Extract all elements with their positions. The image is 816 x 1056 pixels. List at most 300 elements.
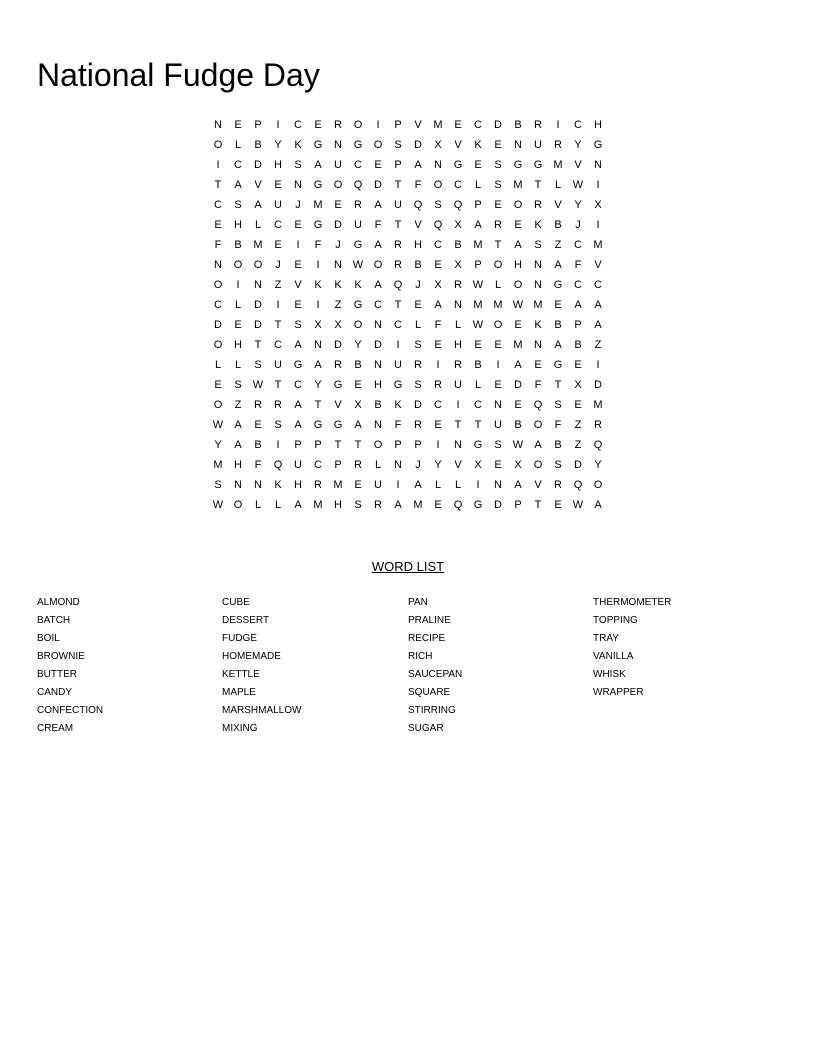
grid-letter: C — [214, 299, 222, 311]
grid-letter: P — [394, 159, 402, 171]
grid-letter: O — [493, 259, 503, 271]
grid-letter: N — [254, 279, 262, 291]
word-list-item: RECIPE — [408, 633, 446, 644]
word-list-item: CANDY — [37, 687, 73, 698]
grid-letter: O — [373, 439, 383, 451]
grid-letter: R — [494, 219, 502, 231]
grid-letter: E — [214, 219, 222, 231]
grid-letter: S — [294, 319, 302, 331]
grid-letter: E — [554, 499, 562, 511]
grid-letter: F — [314, 239, 322, 251]
grid-letter: D — [414, 139, 422, 151]
grid-letter: S — [274, 419, 282, 431]
grid-letter: P — [394, 119, 402, 131]
grid-letter: R — [554, 479, 562, 491]
grid-letter: N — [374, 419, 382, 431]
word-list-item: KETTLE — [222, 669, 260, 680]
grid-letter: I — [596, 179, 600, 191]
grid-letter: N — [214, 119, 222, 131]
grid-letter: T — [454, 419, 462, 431]
grid-letter: A — [554, 339, 562, 351]
grid-letter: H — [274, 159, 282, 171]
grid-letter: D — [574, 459, 582, 471]
grid-letter: G — [293, 359, 303, 371]
word-list-item: STIRRING — [408, 705, 456, 716]
grid-letter: S — [234, 199, 242, 211]
grid-letter: N — [494, 399, 502, 411]
grid-letter: I — [216, 159, 220, 171]
grid-letter: F — [534, 379, 542, 391]
grid-letter: L — [254, 499, 262, 511]
grid-letter: D — [514, 379, 522, 391]
grid-letter: Z — [554, 239, 562, 251]
grid-letter: E — [494, 339, 502, 351]
grid-letter: E — [334, 199, 342, 211]
grid-letter: Q — [353, 179, 363, 191]
grid-letter: V — [454, 139, 462, 151]
grid-letter: X — [514, 459, 522, 471]
grid-letter: R — [334, 119, 342, 131]
word-list-item: FUDGE — [222, 633, 257, 644]
grid-letter: L — [254, 219, 262, 231]
grid-letter: Z — [574, 439, 582, 451]
grid-letter: H — [294, 479, 302, 491]
grid-letter: K — [534, 319, 542, 331]
grid-letter: T — [314, 399, 322, 411]
grid-letter: P — [574, 319, 582, 331]
grid-letter: A — [374, 199, 382, 211]
grid-letter: X — [454, 259, 462, 271]
grid-letter: L — [434, 479, 442, 491]
grid-letter: B — [554, 219, 562, 231]
grid-letter: D — [374, 179, 382, 191]
grid-letter: I — [556, 119, 560, 131]
grid-letter: C — [474, 119, 482, 131]
grid-letter: E — [514, 219, 522, 231]
grid-letter: O — [213, 339, 223, 351]
grid-letter: G — [353, 299, 363, 311]
page-title: National Fudge Day — [37, 57, 320, 94]
grid-letter: T — [394, 179, 402, 191]
word-list-item: BUTTER — [37, 669, 77, 680]
grid-letter: N — [334, 259, 342, 271]
grid-letter: A — [294, 499, 302, 511]
grid-letter: E — [474, 339, 482, 351]
grid-letter: E — [214, 379, 222, 391]
grid-letter: Z — [234, 399, 242, 411]
grid-letter: K — [274, 479, 282, 491]
grid-letter: P — [294, 439, 302, 451]
grid-letter: V — [334, 399, 342, 411]
grid-letter: G — [533, 159, 543, 171]
grid-letter: I — [436, 359, 440, 371]
grid-letter: H — [414, 239, 422, 251]
grid-letter: A — [534, 439, 542, 451]
grid-letter: S — [434, 199, 442, 211]
grid-letter: Q — [393, 279, 403, 291]
grid-letter: L — [454, 319, 462, 331]
grid-letter: N — [294, 179, 302, 191]
grid-letter: A — [434, 299, 442, 311]
grid-letter: T — [534, 179, 542, 191]
grid-letter: B — [234, 239, 242, 251]
grid-letter: R — [314, 479, 322, 491]
grid-letter: Y — [274, 139, 282, 151]
grid-letter: B — [554, 439, 562, 451]
grid-letter: E — [294, 259, 302, 271]
grid-letter: V — [454, 459, 462, 471]
grid-letter: N — [454, 439, 462, 451]
grid-letter: V — [254, 179, 262, 191]
grid-letter: F — [374, 219, 382, 231]
grid-letter: M — [593, 239, 603, 251]
grid-letter: G — [473, 439, 483, 451]
grid-letter: X — [474, 459, 482, 471]
grid-letter: R — [434, 379, 442, 391]
grid-letter: N — [534, 339, 542, 351]
grid-letter: O — [333, 179, 343, 191]
grid-letter: C — [574, 239, 582, 251]
grid-letter: Q — [533, 399, 543, 411]
grid-letter: R — [354, 459, 362, 471]
word-list-item: PAN — [408, 597, 428, 608]
grid-letter: Y — [214, 439, 222, 451]
grid-letter: O — [533, 459, 543, 471]
grid-letter: B — [474, 359, 482, 371]
grid-letter: L — [454, 479, 462, 491]
grid-letter: C — [574, 279, 582, 291]
grid-letter: B — [414, 259, 422, 271]
word-list-heading: WORD LIST — [371, 559, 445, 574]
grid-letter: E — [454, 119, 462, 131]
grid-letter: O — [233, 499, 243, 511]
word-list-item: CONFECTION — [37, 705, 104, 716]
word-list-item: WRAPPER — [593, 687, 644, 698]
grid-letter: E — [574, 359, 582, 371]
grid-letter: U — [394, 199, 402, 211]
grid-letter: L — [234, 299, 242, 311]
grid-letter: T — [474, 419, 482, 431]
grid-letter: E — [274, 239, 282, 251]
grid-letter: N — [394, 459, 402, 471]
grid-letter: I — [596, 359, 600, 371]
grid-letter: C — [394, 319, 402, 331]
grid-letter: O — [213, 279, 223, 291]
grid-letter: T — [394, 299, 402, 311]
grid-letter: A — [474, 219, 482, 231]
grid-letter: L — [234, 359, 242, 371]
grid-letter: J — [575, 219, 581, 231]
grid-letter: A — [294, 339, 302, 351]
grid-letter: X — [434, 279, 442, 291]
grid-letter: Q — [273, 459, 283, 471]
grid-letter: E — [574, 399, 582, 411]
grid-letter: N — [334, 139, 342, 151]
grid-letter: G — [553, 279, 563, 291]
grid-letter: U — [294, 459, 302, 471]
grid-letter: H — [234, 459, 242, 471]
grid-letter: L — [494, 279, 502, 291]
word-list-item: ALMOND — [37, 597, 80, 608]
grid-letter: P — [474, 259, 482, 271]
grid-letter: W — [472, 279, 484, 291]
grid-letter: E — [434, 419, 442, 431]
grid-letter: A — [294, 419, 302, 431]
grid-letter: V — [414, 119, 422, 131]
grid-letter: E — [494, 379, 502, 391]
grid-letter: W — [212, 499, 224, 511]
grid-letter: I — [276, 439, 280, 451]
grid-letter: Z — [574, 419, 582, 431]
grid-letter: B — [374, 399, 382, 411]
grid-letter: D — [334, 219, 342, 231]
grid-letter: S — [554, 399, 562, 411]
word-list-item: DESSERT — [222, 615, 270, 626]
grid-letter: O — [373, 139, 383, 151]
grid-letter: N — [214, 259, 222, 271]
grid-letter: C — [594, 279, 602, 291]
grid-letter: A — [514, 359, 522, 371]
grid-letter: F — [414, 179, 422, 191]
grid-letter: A — [354, 419, 362, 431]
grid-letter: E — [434, 259, 442, 271]
grid-letter: B — [354, 359, 362, 371]
grid-letter: J — [415, 279, 421, 291]
grid-letter: M — [333, 479, 343, 491]
grid-letter: B — [514, 419, 522, 431]
grid-letter: W — [572, 499, 584, 511]
grid-letter: A — [234, 179, 242, 191]
grid-letter: L — [374, 459, 382, 471]
grid-letter: O — [213, 139, 223, 151]
grid-letter: Q — [453, 199, 463, 211]
grid-letter: E — [514, 319, 522, 331]
grid-letter: G — [333, 379, 343, 391]
grid-letter: M — [553, 159, 563, 171]
grid-letter: E — [234, 119, 242, 131]
grid-letter: C — [434, 239, 442, 251]
grid-letter: B — [454, 239, 462, 251]
word-list-item: SAUCEPAN — [408, 669, 463, 680]
grid-letter: E — [414, 299, 422, 311]
grid-letter: Y — [574, 199, 582, 211]
grid-letter: O — [533, 419, 543, 431]
grid-letter: C — [374, 299, 382, 311]
word-list-item: WHISK — [593, 669, 626, 680]
word-list-item: TRAY — [593, 633, 619, 644]
grid-letter: R — [414, 419, 422, 431]
grid-letter: N — [254, 479, 262, 491]
grid-letter: U — [494, 419, 502, 431]
grid-letter: O — [373, 259, 383, 271]
grid-letter: U — [534, 139, 542, 151]
word-list-item: PRALINE — [408, 615, 451, 626]
grid-letter: N — [374, 319, 382, 331]
grid-letter: B — [554, 319, 562, 331]
grid-letter: C — [214, 199, 222, 211]
grid-letter: U — [354, 219, 362, 231]
grid-letter: M — [493, 299, 503, 311]
grid-letter: Z — [274, 279, 282, 291]
grid-letter: R — [534, 199, 542, 211]
grid-letter: F — [574, 259, 582, 271]
grid-letter: U — [454, 379, 462, 391]
grid-letter: I — [596, 219, 600, 231]
grid-letter: D — [254, 159, 262, 171]
grid-letter: H — [514, 259, 522, 271]
grid-letter: W — [252, 379, 264, 391]
grid-letter: X — [454, 219, 462, 231]
grid-letter: U — [334, 159, 342, 171]
grid-letter: M — [473, 239, 483, 251]
grid-letter: J — [415, 459, 421, 471]
grid-letter: N — [494, 479, 502, 491]
grid-letter: A — [234, 439, 242, 451]
grid-letter: M — [213, 459, 223, 471]
grid-letter: F — [434, 319, 442, 331]
grid-letter: O — [593, 479, 603, 491]
grid-letter: W — [472, 319, 484, 331]
grid-letter: U — [374, 479, 382, 491]
grid-letter: D — [594, 379, 602, 391]
word-list-item: RICH — [408, 651, 433, 662]
grid-letter: A — [294, 399, 302, 411]
grid-letter: C — [274, 219, 282, 231]
grid-letter: Y — [434, 459, 442, 471]
grid-letter: A — [394, 499, 402, 511]
grid-letter: B — [574, 339, 582, 351]
grid-letter: C — [294, 119, 302, 131]
grid-letter: X — [434, 139, 442, 151]
grid-letter: G — [453, 159, 463, 171]
grid-letter: E — [314, 119, 322, 131]
grid-letter: X — [354, 399, 362, 411]
grid-letter: N — [594, 159, 602, 171]
grid-letter: O — [353, 319, 363, 331]
grid-letter: S — [494, 159, 502, 171]
grid-letter: S — [354, 499, 362, 511]
grid-letter: E — [274, 179, 282, 191]
grid-letter: U — [274, 199, 282, 211]
grid-letter: V — [594, 259, 602, 271]
grid-letter: E — [494, 199, 502, 211]
grid-letter: C — [314, 459, 322, 471]
grid-letter: N — [314, 339, 322, 351]
grid-letter: C — [294, 379, 302, 391]
grid-letter: X — [314, 319, 322, 331]
grid-letter: I — [456, 399, 460, 411]
grid-letter: Y — [574, 139, 582, 151]
grid-letter: R — [374, 499, 382, 511]
grid-letter: V — [294, 279, 302, 291]
grid-letter: N — [374, 359, 382, 371]
word-list-item: HOMEMADE — [222, 651, 281, 662]
grid-letter: P — [394, 439, 402, 451]
grid-letter: T — [274, 379, 282, 391]
grid-letter: B — [254, 439, 262, 451]
grid-letter: N — [434, 159, 442, 171]
grid-letter: R — [334, 359, 342, 371]
grid-letter: S — [494, 179, 502, 191]
grid-letter: V — [554, 199, 562, 211]
grid-letter: I — [476, 479, 480, 491]
grid-letter: D — [414, 399, 422, 411]
grid-letter: Y — [354, 339, 362, 351]
grid-letter: C — [354, 159, 362, 171]
grid-letter: M — [533, 299, 543, 311]
grid-letter: A — [234, 419, 242, 431]
grid-letter: H — [454, 339, 462, 351]
grid-letter: F — [394, 419, 402, 431]
grid-letter: P — [414, 439, 422, 451]
grid-letter: U — [394, 359, 402, 371]
grid-letter: G — [313, 179, 323, 191]
grid-letter: P — [514, 499, 522, 511]
grid-letter: G — [353, 139, 363, 151]
word-list-heading-container — [0, 559, 816, 575]
grid-letter: I — [376, 119, 380, 131]
grid-letter: Q — [413, 199, 423, 211]
grid-letter: A — [374, 279, 382, 291]
grid-letter: M — [313, 199, 323, 211]
grid-letter: P — [314, 439, 322, 451]
grid-letter: G — [313, 139, 323, 151]
grid-letter: D — [254, 319, 262, 331]
grid-letter: J — [295, 199, 301, 211]
grid-letter: W — [512, 439, 524, 451]
grid-letter: H — [374, 379, 382, 391]
word-list-item: BATCH — [37, 615, 71, 626]
grid-letter: G — [313, 219, 323, 231]
grid-letter: E — [354, 479, 362, 491]
grid-letter: C — [274, 339, 282, 351]
grid-letter: G — [473, 499, 483, 511]
grid-letter: K — [294, 139, 302, 151]
grid-letter: N — [514, 139, 522, 151]
grid-letter: R — [394, 259, 402, 271]
grid-letter: E — [434, 339, 442, 351]
grid-letter: C — [454, 179, 462, 191]
grid-letter: F — [554, 419, 562, 431]
grid-letter: P — [334, 459, 342, 471]
grid-letter: N — [454, 299, 462, 311]
grid-letter: E — [374, 159, 382, 171]
word-list-column-1 — [37, 594, 217, 738]
grid-letter: I — [296, 239, 300, 251]
grid-letter: S — [234, 379, 242, 391]
grid-letter: R — [254, 399, 262, 411]
grid-letter: T — [534, 499, 542, 511]
grid-letter: E — [294, 219, 302, 231]
grid-letter: S — [554, 459, 562, 471]
grid-letter: R — [414, 359, 422, 371]
word-list-item: THERMOMETER — [593, 597, 672, 608]
grid-letter: A — [314, 159, 322, 171]
grid-letter: A — [594, 319, 602, 331]
grid-letter: H — [334, 499, 342, 511]
grid-letter: R — [454, 359, 462, 371]
word-list-column-2 — [222, 594, 402, 738]
grid-letter: H — [234, 219, 242, 231]
grid-letter: T — [394, 219, 402, 231]
grid-letter: Z — [334, 299, 342, 311]
grid-letter: P — [474, 199, 482, 211]
grid-letter: A — [554, 259, 562, 271]
grid-letter: W — [212, 419, 224, 431]
grid-letter: S — [254, 359, 262, 371]
grid-letter: D — [334, 339, 342, 351]
grid-letter: R — [394, 239, 402, 251]
